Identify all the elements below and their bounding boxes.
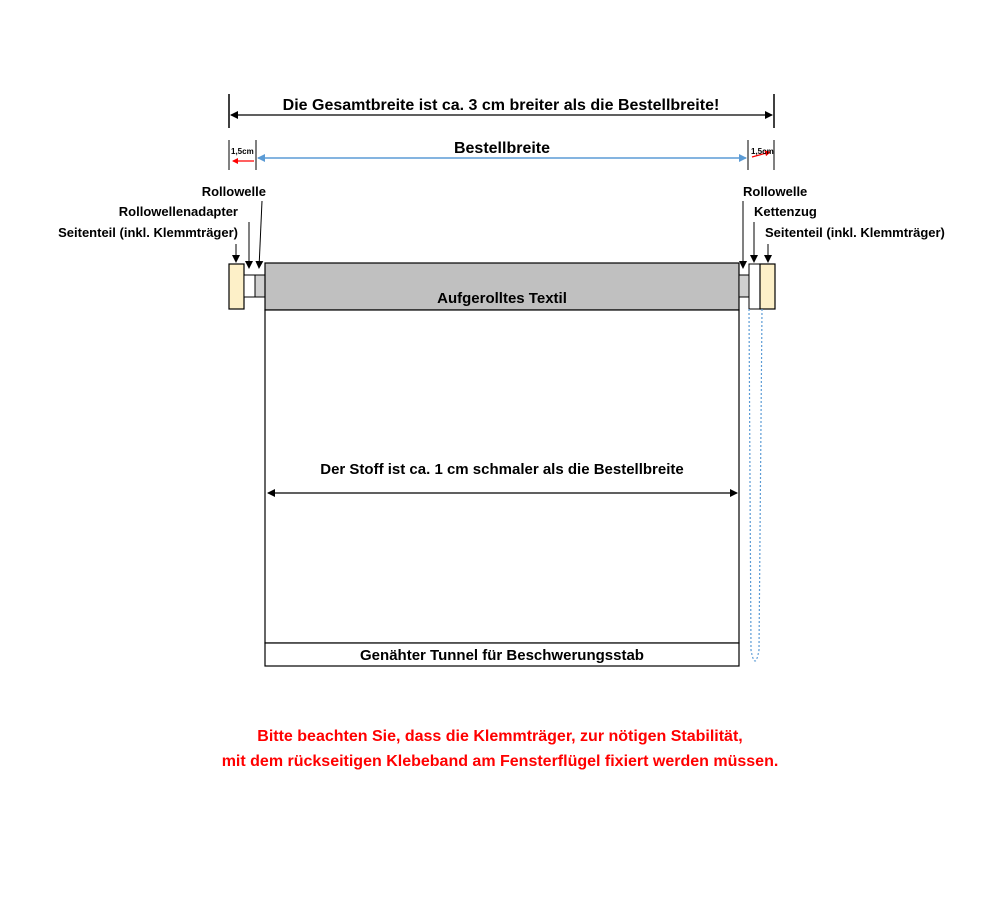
left-offset-label: 1,5cm [231,147,254,156]
left-side-part-label: Seitenteil (inkl. Klemmträger) [58,225,238,240]
left-shaft-end [255,275,265,297]
right-shaft-label: Rollowelle [743,184,808,199]
tunnel-label: Genähter Tunnel für Beschwerungsstab [360,647,644,664]
left-side-part [229,264,244,309]
right-side-part-label: Seitenteil (inkl. Klemmträger) [765,225,945,240]
right-labels [743,184,945,268]
fabric-width-label: Der Stoff ist ca. 1 cm schmaler als die Bestellbreite [320,461,684,478]
right-mount-assembly [739,264,775,309]
total-width-label: Die Gesamtbreite ist ca. 3 cm breiter als die Bestellbreite! [282,97,720,114]
left-shaft-adapter-label: Rollowellenadapter [118,204,238,219]
chain-drive [749,264,760,309]
left-labels [58,184,266,268]
right-chain-label: Kettenzug [754,204,817,219]
chain-loop [749,309,762,661]
right-side-part [760,264,775,309]
order-width-label: Bestellbreite [453,140,551,157]
order-width-dimension [229,140,774,170]
left-shaft-label: Rollowelle [201,184,266,199]
notice-line-1: Bitte beachten Sie, dass die Klemmträger, zur nötigen Stabilität, [257,728,743,745]
notice-line-2: mit dem rückseitigen Klebeband am Fensterflügel fixiert werden müssen. [221,753,779,770]
left-shaft-adapter [244,275,255,297]
left-mount-assembly [229,264,265,309]
right-offset-label: 1,5cm [751,147,774,156]
total-width-dimension [229,94,774,128]
right-shaft-end [739,275,749,297]
rolled-textile-label: Aufgerolltes Textil [437,290,567,307]
